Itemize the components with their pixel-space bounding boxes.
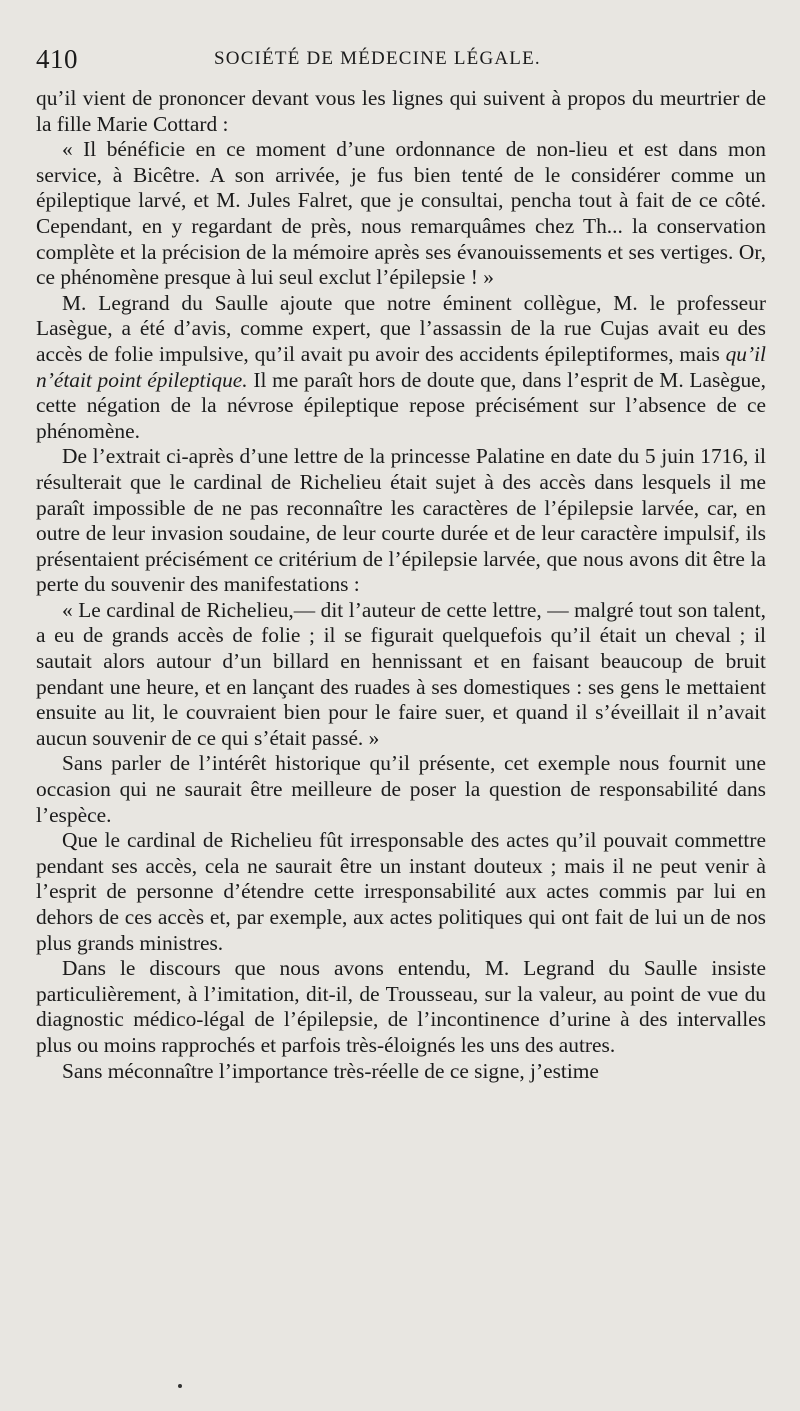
paragraph-5-quote: « Le cardinal de Richelieu,— dit l’auteur de cette lettre, — malgré tout son talent, a eu de grands accès de folie ; il se figurait quelquefois qu’il était un cheval ; il sautait alors autour d’un billard en hennissant et en faisant beaucoup de bruit pendant une heure, et en lançant des ruades à ses domestiques : ses gens le mettaient ensuite au lit, le couvraient bien pour le faire suer, et quand il s’éveillait il n’avait aucun souvenir de ce qui s’était passé. » [36,597,766,750]
paragraph-3-after-italic: Il me paraît hors de doute que, dans l’esprit de M. Lasègue, cette négation de la névrose épileptique repose précisément sur l’absence de ce phénomène. [36,367,766,443]
paragraph-6: Sans parler de l’intérêt historique qu’il présente, cet exemple nous fournit une occasion qui ne saurait être meilleure de poser la question de responsabilité dans l’espèce. [36,751,766,827]
paragraph-1: qu’il vient de prononcer devant vous les lignes qui suivent à propos du meurtrier de la fille Marie Cottard : [36,86,766,136]
paragraph-8: Dans le discours que nous avons entendu, M. Legrand du Saulle insiste particulièrement, à l’imitation, dit-il, de Trousseau, sur la valeur, au point de vue du diagnostic médico-légal de l’épilepsie, de l’incontinence d’urine à des intervalles plus ou moins rapprochés et parfois très-éloignés les uns des autres. [36,956,766,1057]
ink-speck [178,1384,182,1388]
paragraph-3 [36,291,766,445]
paragraph-4: De l’extrait ci-après d’une lettre de la princesse Palatine en date du 5 juin 1716, il résulterait que le cardinal de Richelieu était sujet à des accès dans lesquels il me paraît impossible de ne pas reconnaître les caractères de l’épilepsie larvée, car, en outre de leur invasion soudaine, de leur courte durée et de leur caractère impulsif, ils présentaient précisément ce critérium de l’épilepsie larvée, que nous avons dit être la perte du souvenir des manifestations : [36,444,766,597]
page-number: 410 [36,44,78,74]
paragraph-9: Sans méconnaître l’importance très-réelle de ce signe, j’estime [62,1058,599,1083]
body-text [36,86,766,1084]
paragraph-2-quote: « Il bénéficie en ce moment d’une ordonnance de non-lieu et est dans mon service, à Bicêtre. A son arrivée, je fus bien tenté de le considérer comme un épileptique larvé, et M. Jules Falret, que je consultai, pencha tout à fait de ce côté. Cependant, en y regardant de près, nous remarquâmes chez Th... la conservation complète et la précision de la mémoire après ses évanouissements et ses vertiges. Or, ce phénomène presque à lui seul exclut l’épilepsie ! » [36,137,766,290]
page-header [36,44,776,78]
paragraph-3-italic: qu’il n’était point épileptique. [36,341,766,392]
running-head: SOCIÉTÉ DE MÉDECINE LÉGALE. [214,48,541,69]
paragraph-3-before-italic: M. Legrand du Saulle ajoute que notre éminent collègue, M. le professeur Lasègue, a été d’avis, comme expert, que l’assassin de la rue Cujas avait eu des accès de folie impulsive, qu’il avait pu avoir des accidents épileptiformes, mais [36,290,766,366]
paragraph-7: Que le cardinal de Richelieu fût irresponsable des actes qu’il pouvait commettre pendant ses accès, cela ne saurait être un instant douteux ; mais il ne peut venir à l’esprit de personne d’étendre cette irresponsabilité aux actes commis par lui en dehors de ces accès et, par exemple, aux actes politiques qui ont fait de lui un de nos plus grands ministres. [36,828,766,955]
